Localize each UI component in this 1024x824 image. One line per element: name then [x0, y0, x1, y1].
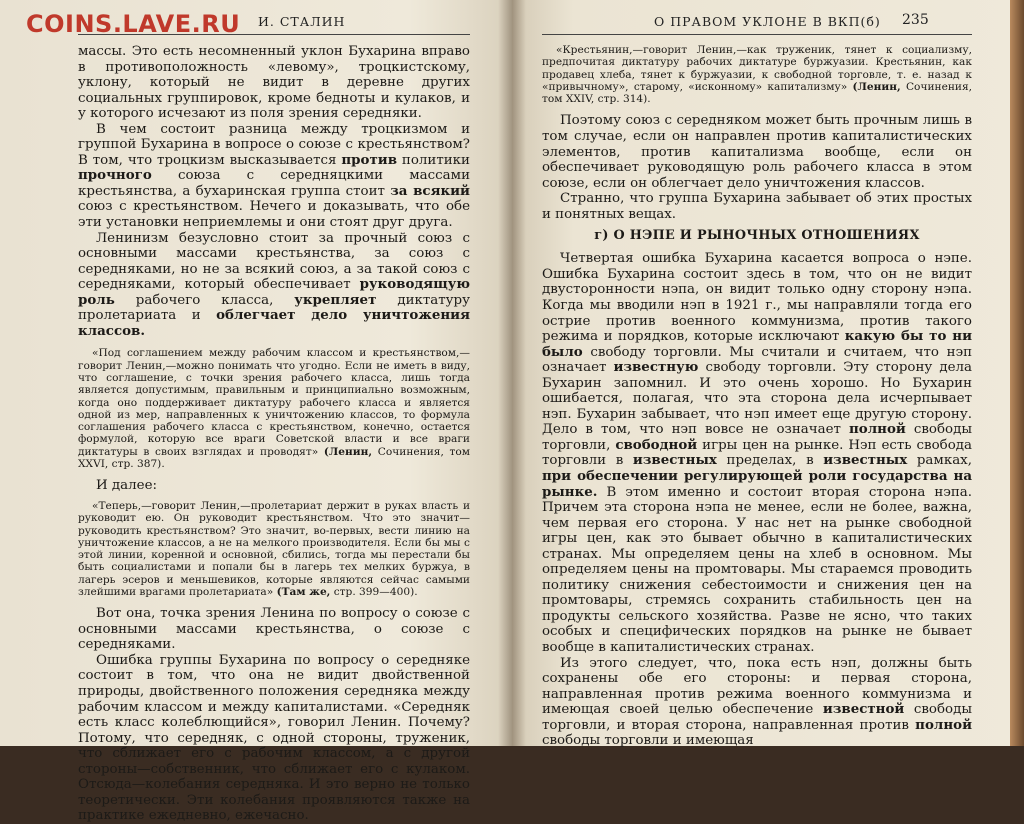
- book-gutter: [498, 0, 526, 746]
- left-quote-2: «Теперь,—говорит Ленин,—пролетариат держит в руках власть и руководит ею. Он руководит крестьянством. Что это значит—руководить крестьянством? Это значит, во-первых, вести линию на уничтожение классов, а не на мелкого производителя. Если бы мы с этой линии, коренной и основной, сбились, тогда мы перестали бы быть социалистами и попали бы в лагерь тех мелких буржуа, в лагерь эсеров и меньшевиков, которые являются сейчас самыми злейшими врагами пролетариата» (Там же, стр. 399—400).: [78, 499, 470, 598]
- right-para-2: Странно, что группа Бухарина забывает об этих простых и понятных вещах.: [542, 191, 972, 222]
- watermark-logo: COINS.LAVE.RU: [26, 10, 241, 38]
- section-heading: г) О НЭПЕ И РЫНОЧНЫХ ОТНОШЕНИЯХ: [594, 228, 920, 244]
- left-para-2: В чем состоит разница между троцкизмом и группой Бухарина в вопросе о союзе с крестьянством? В том, что троцкизм высказывается против политики прочного союза с середняцкими массами крестьянства, а бухаринская группа стоит за всякий союз с крестьянством. Нечего и доказывать, что обе эти установки неприемлемы и они стоят друг друга.: [78, 121, 470, 231]
- right-para-4: Из этого следует, что, пока есть нэп, должны быть сохранены обе его стороны: и первая сторона, направленная против режима военного коммунизма и имеющая своей целью обеспечение известной свободы торговли, и вторая сторона, направленная против полной свободы торговли и имеющая: [542, 655, 973, 749]
- page-number: 235: [902, 12, 929, 28]
- left-para-5: Ошибка группы Бухарина по вопросу о середняке состоит в том, что она не видит двойственной природы, двойственного положения середняка между рабочим классом и между капиталистами. «Середняк есть класс колеблющийся», говорил Ленин. Почему? Потому, что середняк, с одной стороны, труженик, что сближает его с рабочим классом, а с другой стороны—собственник, что сближает его с кулаком. Отсюда—колебания середняка. И это верно не только теоретически. Эти колебания проявляются также на практике ежедневно, ежечасно.: [78, 652, 470, 824]
- left-para-3: Ленинизм безусловно стоит за прочный союз с основными массами крестьянства, за союз с середняками, но не за всякий союз, а за такой союз с середняками, который обеспечивает руководящую роль рабочего класса, укрепляет диктатуру пролетариата и облегчает дело уничтожения классов.: [78, 230, 470, 339]
- left-and-further: И далее:: [96, 478, 158, 494]
- right-header-rule: [542, 34, 972, 35]
- left-quote-1: «Под соглашением между рабочим классом и крестьянством,—говорит Ленин,—можно понимать что угодно. Если не иметь в виду, что соглашение, с точки зрения рабочего класса, лишь тогда является допустимым, правильным и принципиально возможным, когда оно поддерживает диктатуру рабочего класса и является одной из мер, направленных к уничтожению классов, то формула соглашения рабочего класса с крестьянством, конечно, остается формулой, которую все враги Советской власти и все враги диктатуры в своих взглядах и проводят» (Ленин, Сочинения, том XXVI, стр. 387).: [78, 347, 470, 471]
- left-para-1: массы. Это есть несомненный уклон Бухарина вправо в противоположность «левому», троцкистскому, уклону, который не видит в деревне других социальных группировок, кроме бедноты и кулаков, и у которого исчезают из поля зрения середняки.: [78, 44, 470, 122]
- right-page: [512, 0, 1024, 749]
- right-book-edge: [1010, 0, 1024, 746]
- right-page-header: О ПРАВОМ УКЛОНЕ В ВКП(б): [654, 14, 881, 29]
- right-para-1: Поэтому союз с середняком может быть прочным лишь в том случае, если он направлен против капиталистических элементов, против капитализма вообще, если он обеспечивает руководящую роль рабочего класса в этом союзе, если он облегчает дело уничтожения классов.: [542, 113, 972, 191]
- right-quote-top: «Крестьянин,—говорит Ленин,—как труженик, тянет к социализму, предпочитая диктатуру рабочих диктатуре буржуазии. Крестьянин, как продавец хлеба, тянет к буржуазии, к свободной торговле, т. е. назад к «привычному», старому, «исконному» капитализму» (Ленин, Сочинения, том XXIV, стр. 314).: [542, 44, 973, 106]
- left-para-4: Вот она, точка зрения Ленина по вопросу о союзе с основными массами крестьянства, о союзе с середняками.: [78, 606, 470, 653]
- left-page-header: И. СТАЛИН: [258, 14, 346, 29]
- right-para-3: Четвертая ошибка Бухарина касается вопроса о нэпе. Ошибка Бухарина состоит здесь в том, что он не видит двусторонности нэпа, он видит только одну сторону нэпа. Когда мы вводили нэп в 1921 г., мы направляли тогда его острие против военного коммунизма, против такого режима и порядков, которые исключают какую бы то ни было свободу торговли. Мы считали и считаем, что нэп означает известную свободу торговли. Эту сторону дела Бухарин запомнил. И это очень хорошо. Но Бухарин ошибается, полагая, что эта сторона дела исчерпывает нэп. Бухарин забывает, что нэп имеет еще другую сторону. Дело в том, что нэп вовсе не означает полной свободы торговли, свободной игры цен на рынке. Нэп есть свобода торговли в известных пределах, в известных рамках, при обеспечении регулирующей роли государства на рынке. В этом именно и состоит вторая сторона нэпа. Причем эта сторона нэпа не менее, если не более, важна, чем первая его сторона. У нас нет на рынке свободной игры цен, как это бывает обычно в капиталистических странах. Мы определяем цены на хлеб в основном. Мы определяем цены на промтовары. Мы стараемся проводить политику снижения себестоимости и снижения цен на промтовары, стремясь сохранить стабильность цен на продукты сельского хозяйства. Разве не ясно, что таких особых и специфических порядков на рынке не бывает вообще в капиталистических странах.: [542, 251, 973, 655]
